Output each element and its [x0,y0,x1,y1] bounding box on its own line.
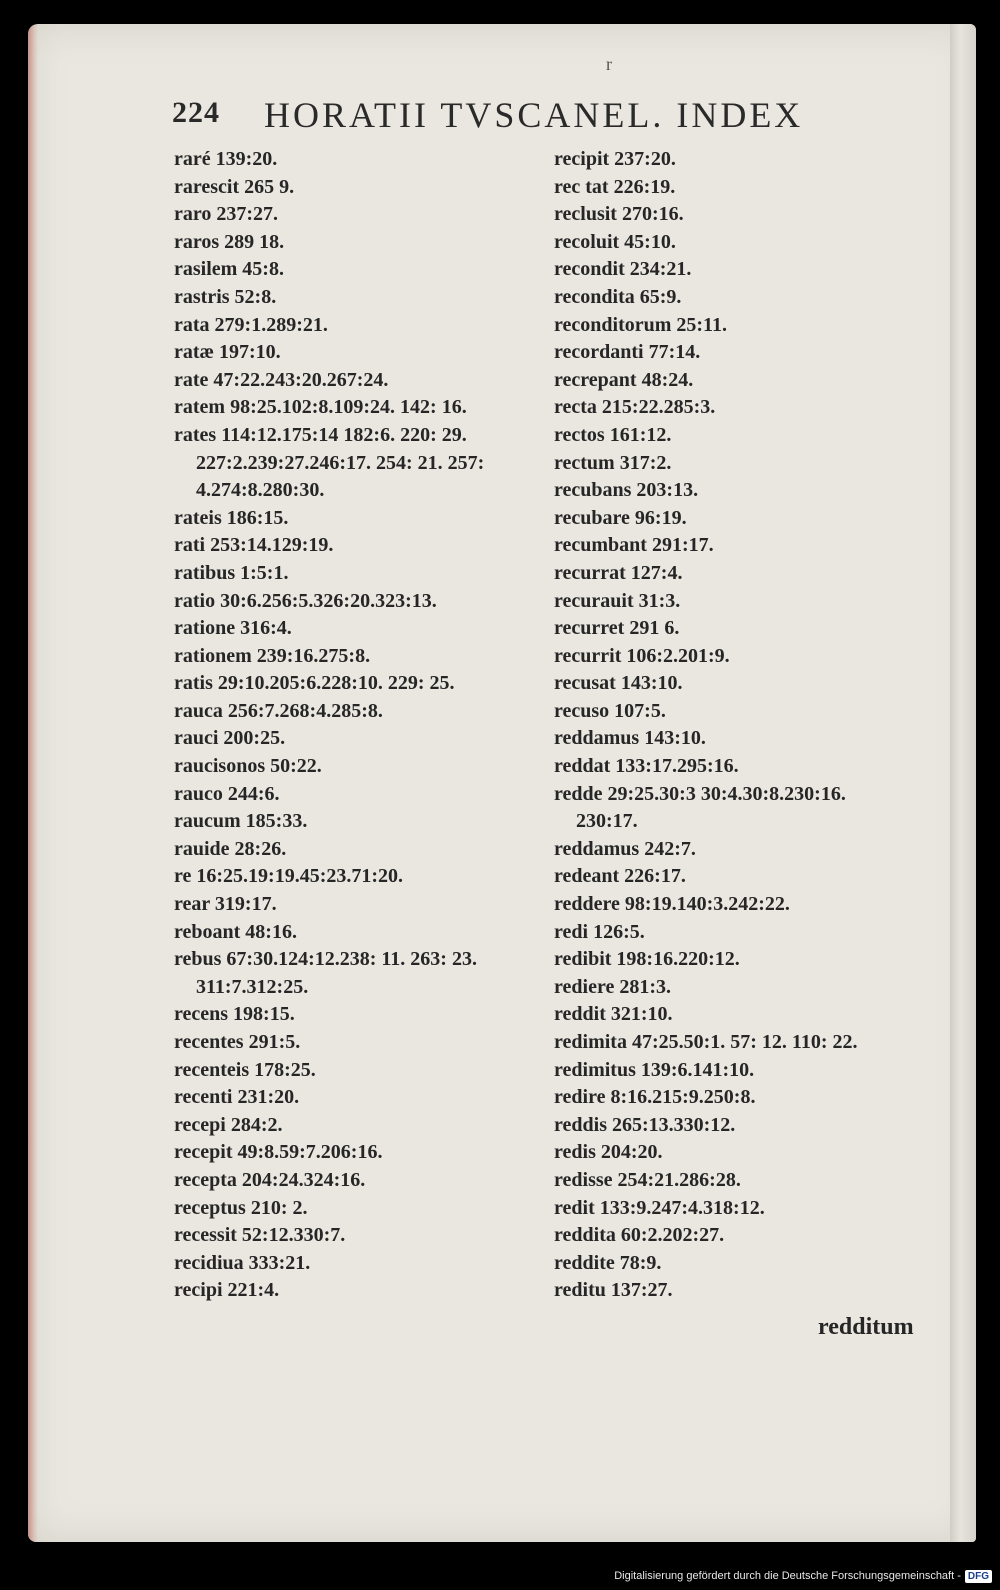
index-entry: rate 47:22.243:20.267:24. [174,368,389,391]
index-entry: raucisonos 50:22. [174,755,322,778]
index-entry: rauco 244:6. [174,782,280,805]
page-edge-stain [28,24,38,1542]
index-entry: recordanti 77:14. [554,341,701,364]
index-entry: rebus 67:30.124:12.238: 11. 263: 23. [174,948,477,971]
index-entry: redimitus 139:6.141:10. [554,1058,755,1081]
dfg-logo-icon: DFG [965,1570,992,1583]
index-entry: redimita 47:25.50:1. 57: 12. 110: 22. [554,1031,858,1053]
index-entry: recipit 237:20. [554,148,676,170]
index-entry: rata 279:1.289:21. [174,313,328,336]
index-entry: rateis 186:15. [174,506,289,529]
index-entry: recta 215:22.285:3. [554,396,716,419]
index-column-right [554,146,954,1305]
index-entry: reboant 48:16. [174,920,297,943]
index-entry: recentes 291:5. [174,1031,301,1053]
index-entry: ratem 98:25.102:8.109:24. 142: 16. [174,396,467,419]
index-entry: rates 114:12.175:14 182:6. 220: 29. [174,423,467,446]
index-entry: rasilem 45:8. [174,258,284,281]
index-entry: ratis 29:10.205:6.228:10. 229: 25. [174,672,455,695]
index-entry: raré 139:20. [174,148,278,170]
index-entry: reddita 60:2.202:27. [554,1224,725,1247]
index-entry: rationem 239:16.275:8. [174,644,371,667]
index-entry: recuso 107:5. [554,699,666,722]
index-entry: redibit 198:16.220:12. [554,948,740,971]
index-entry: recumbant 291:17. [554,534,714,557]
index-entry: recidiua 333:21. [174,1251,311,1274]
index-entry: re 16:25.19:19.45:23.71:20. [174,865,404,888]
index-entry: redisse 254:21.286:28. [554,1168,741,1191]
index-entry: reclusit 270:16. [554,203,684,226]
index-entry-continuation: 311:7.312:25. [196,975,309,998]
index-entry: recurrat 127:4. [554,561,683,584]
index-entry: recondit 234:21. [554,258,692,281]
index-entry: recusat 143:10. [554,672,683,695]
index-entry: recurret 291 6. [554,617,680,640]
index-entry: rati 253:14.129:19. [174,534,334,557]
index-entry: reddat 133:17.295:16. [554,755,739,778]
index-entry: receptus 210: 2. [174,1196,308,1219]
index-entry: redi 126:5. [554,920,645,943]
index-entry: reddis 265:13.330:12. [554,1113,736,1136]
index-entry: redis 204:20. [554,1141,663,1164]
index-entry: reditu 137:27. [554,1279,673,1302]
index-entry: recepta 204:24.324:16. [174,1168,366,1191]
index-entry: rectos 161:12. [554,423,672,446]
index-entry: raro 237:27. [174,203,279,226]
index-entry: reddit 321:10. [554,1003,673,1026]
index-entry: reddamus 143:10. [554,727,706,750]
page-header [168,94,868,144]
top-mark: r [606,54,612,74]
index-entry: rastris 52:8. [174,285,277,308]
index-entry: recubare 96:19. [554,506,687,529]
index-entry: recurrit 106:2.201:9. [554,644,730,667]
index-entry: recenteis 178:25. [174,1058,316,1081]
index-entry: recoluit 45:10. [554,230,676,253]
index-entry: reddite 78:9. [554,1251,662,1274]
index-entry: redire 8:16.215:9.250:8. [554,1086,756,1109]
index-entry: recepi 284:2. [174,1113,283,1136]
index-entry: recens 198:15. [174,1003,295,1026]
index-entry: recessit 52:12.330:7. [174,1224,346,1247]
index-entry: ratæ 197:10. [174,341,281,364]
index-entry: ratibus 1:5:1. [174,561,289,584]
index-entry: rauca 256:7.268:4.285:8. [174,699,383,722]
digitization-footer [614,1566,992,1586]
book-page [28,24,976,1542]
index-entry: redit 133:9.247:4.318:12. [554,1196,765,1219]
index-entry: rear 319:17. [174,893,277,916]
index-entry: recepit 49:8.59:7.206:16. [174,1141,383,1164]
index-entry: rediere 281:3. [554,975,672,998]
index-entry-continuation: 230:17. [576,810,638,833]
index-entry: rec tat 226:19. [554,175,676,198]
running-title: HORATII TVSCANEL. INDEX [264,95,804,135]
index-entry: recondita 65:9. [554,285,682,308]
index-entry: reddamus 242:7. [554,837,696,860]
index-entry: recipi 221:4. [174,1279,280,1302]
index-entry: recenti 231:20. [174,1086,300,1109]
index-entry: reconditorum 25:11. [554,313,727,336]
catchword: redditum [818,1314,914,1340]
index-entry: ratio 30:6.256:5.326:20.323:13. [174,589,437,612]
index-entry: raros 289 18. [174,230,285,253]
index-entry: rauci 200:25. [174,727,286,750]
index-entry: recrepant 48:24. [554,368,694,391]
index-entry-continuation: 4.274:8.280:30. [196,479,325,502]
index-entry: recurauit 31:3. [554,589,681,612]
index-entry: reddere 98:19.140:3.242:22. [554,893,790,916]
index-column-left [174,146,574,1305]
footer-credit: Digitalisierung gefördert durch die Deutsche Forschungsgemeinschaft - [614,1570,961,1582]
index-entry: redde 29:25.30:3 30:4.30:8.230:16. [554,782,846,805]
index-entry: raucum 185:33. [174,810,308,833]
index-entry: rectum 317:2. [554,451,672,474]
index-entry: ratione 316:4. [174,617,292,640]
index-entry: recubans 203:13. [554,479,699,502]
index-entry: redeant 226:17. [554,865,686,888]
index-entry: rarescit 265 9. [174,175,295,198]
index-entry: rauide 28:26. [174,837,287,860]
page-number: 224 [172,96,220,129]
index-entry-continuation: 227:2.239:27.246:17. 254: 21. 257: [196,451,485,474]
